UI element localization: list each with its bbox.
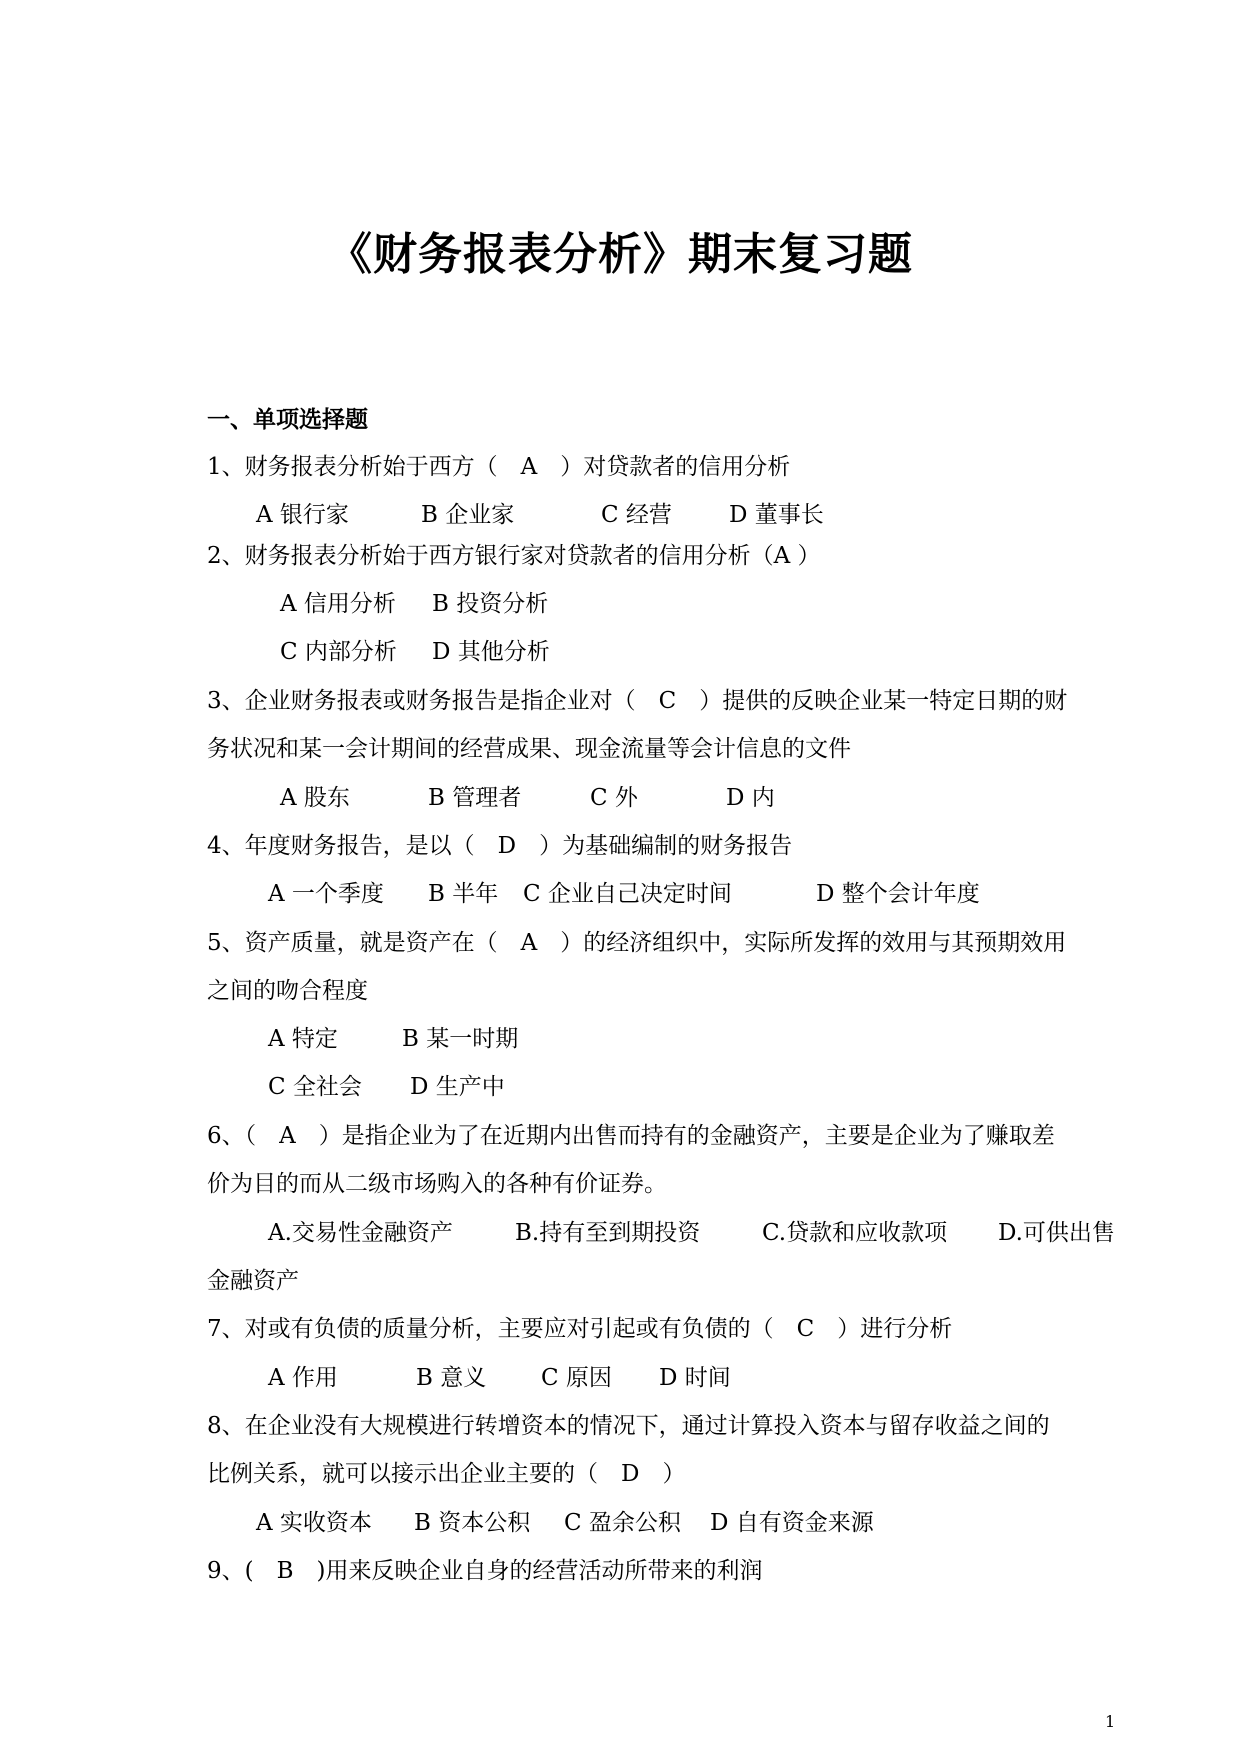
question-6-line3: 金融资产 — [207, 1268, 299, 1294]
option: D 内 — [726, 785, 775, 811]
question-1-options — [256, 500, 824, 530]
question-8-line1: 8、在企业没有大规模进行转增资本的情况下，通过计算投入资本与留存收益之间的 — [207, 1413, 1050, 1439]
option: A 一个季度 — [268, 881, 384, 907]
question-2-options-row1 — [280, 589, 548, 619]
option: C 企业自己决定时间 — [523, 881, 732, 907]
question-7: 7、对或有负债的质量分析，主要应对引起或有负债的（ C ）进行分析 — [207, 1316, 953, 1342]
option: A 特定 — [268, 1026, 338, 1052]
question-9: 9、( B )用来反映企业自身的经营活动所带来的利润 — [207, 1558, 763, 1584]
option: B 半年 — [428, 881, 499, 907]
option: C 外 — [590, 785, 638, 811]
question-2: 2、财务报表分析始于西方银行家对贷款者的信用分析（A ） — [207, 543, 821, 569]
question-8-options — [256, 1508, 874, 1538]
option: A 实收资本 — [256, 1510, 372, 1536]
option: B 企业家 — [421, 502, 515, 528]
option: D 生产中 — [410, 1074, 505, 1100]
option: D 董事长 — [729, 502, 824, 528]
document-title: 《财务报表分析》期末复习题 — [328, 229, 913, 280]
option: C 全社会 — [268, 1074, 362, 1100]
question-6-line1: 6、（ A ）是指企业为了在近期内出售而持有的金融资产，主要是企业为了赚取差 — [207, 1123, 1055, 1149]
question-4: 4、年度财务报告，是以（ D ）为基础编制的财务报告 — [207, 833, 793, 859]
option: B 资本公积 — [414, 1510, 531, 1536]
question-5-line2: 之间的吻合程度 — [207, 978, 368, 1004]
option: B 投资分析 — [432, 591, 549, 617]
option: A.交易性金融资产 — [268, 1220, 453, 1246]
option: D 自有资金来源 — [710, 1510, 874, 1536]
question-5-options-row2 — [268, 1072, 505, 1102]
option: B 意义 — [416, 1365, 487, 1391]
option: A 股东 — [280, 785, 350, 811]
question-3-line1: 3、企业财务报表或财务报告是指企业对（ C ）提供的反映企业某一特定日期的财 — [207, 688, 1068, 714]
question-2-options-row2 — [280, 637, 550, 667]
page-number: 1 — [1105, 1712, 1116, 1731]
option: D 其他分析 — [432, 639, 550, 665]
question-4-options — [268, 879, 980, 909]
option: B 管理者 — [428, 785, 522, 811]
option: C 原因 — [541, 1365, 612, 1391]
option: A 作用 — [268, 1365, 338, 1391]
option: C.贷款和应收款项 — [762, 1220, 948, 1246]
option: A 银行家 — [256, 502, 349, 528]
option: D 整个会计年度 — [816, 881, 980, 907]
option: A 信用分析 — [280, 591, 396, 617]
option: C 经营 — [601, 502, 672, 528]
section-heading: 一、单项选择题 — [207, 407, 368, 433]
question-3-line2: 务状况和某一会计期间的经营成果、现金流量等会计信息的文件 — [207, 736, 851, 762]
option: C 盈余公积 — [564, 1510, 681, 1536]
question-5-options-row1 — [268, 1024, 518, 1054]
question-1: 1、财务报表分析始于西方（ A ）对贷款者的信用分析 — [207, 454, 791, 480]
option: B.持有至到期投资 — [515, 1220, 701, 1246]
question-7-options — [268, 1363, 731, 1393]
question-3-options — [280, 783, 775, 813]
question-8-line2: 比例关系，就可以接示出企业主要的（ D ） — [207, 1461, 686, 1487]
option: D.可供出售 — [998, 1220, 1115, 1246]
option: D 时间 — [659, 1365, 731, 1391]
question-5-line1: 5、资产质量，就是资产在（ A ）的经济组织中，实际所发挥的效用与其预期效用 — [207, 930, 1067, 956]
option: C 内部分析 — [280, 639, 397, 665]
question-6-options — [268, 1218, 1115, 1248]
question-6-line2: 价为目的而从二级市场购入的各种有价证券。 — [207, 1171, 667, 1197]
option: B 某一时期 — [402, 1026, 519, 1052]
